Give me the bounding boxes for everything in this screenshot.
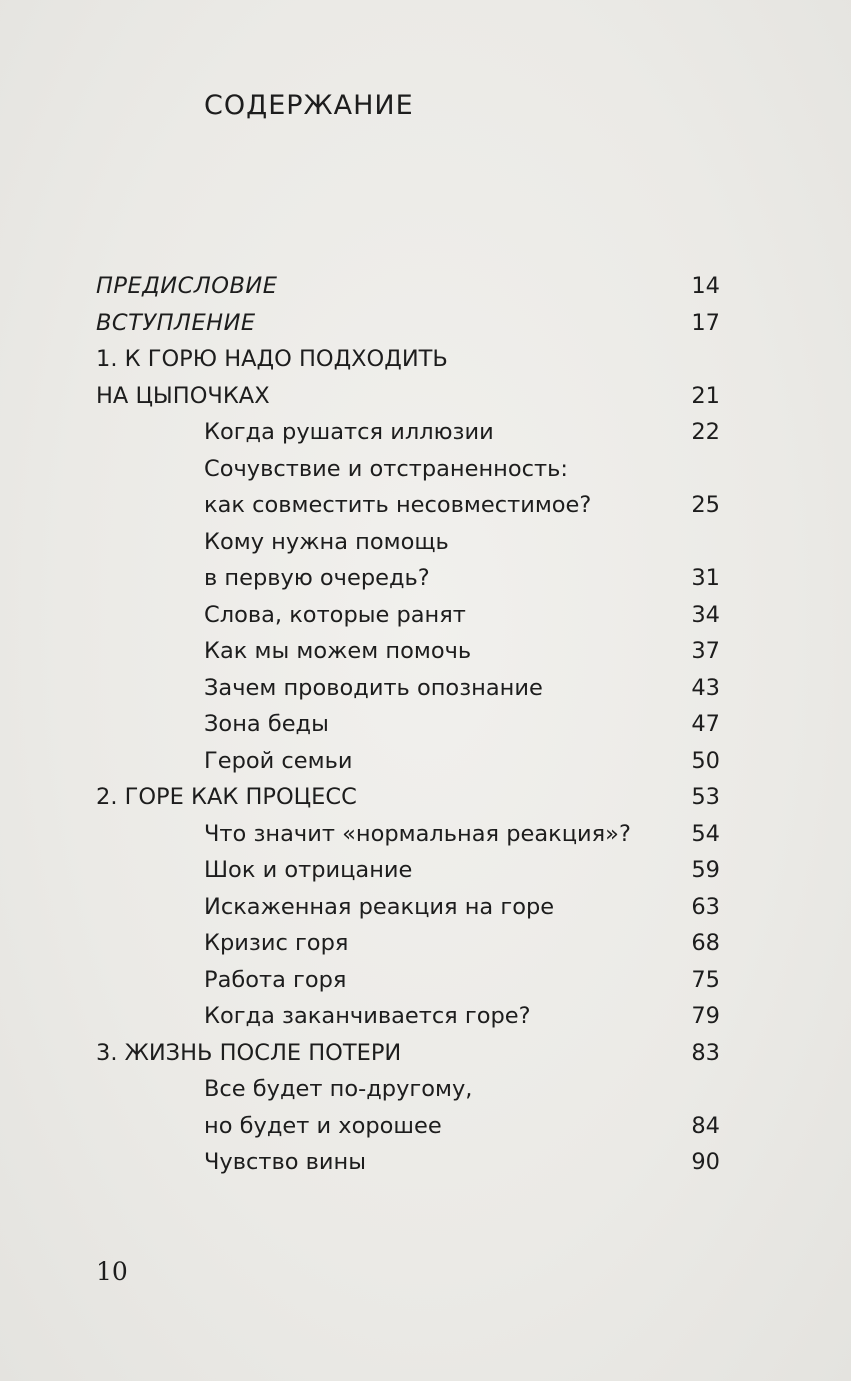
toc-entry xyxy=(0,597,851,634)
toc-entry-page-number: 53 xyxy=(691,784,720,810)
toc-entry-page-number: 84 xyxy=(691,1112,720,1139)
toc-entry-title-line: Кризис горя xyxy=(204,930,349,956)
toc-entry-title-line: Как мы можем помочь xyxy=(204,638,472,664)
toc-entry-title-line: Что значит «нормальная реакция»? xyxy=(204,820,631,847)
toc-entry-page-number: 63 xyxy=(691,893,720,920)
page-title: СОДЕРЖАНИЕ xyxy=(204,90,414,121)
toc-entry xyxy=(0,706,851,743)
toc-entry-title-line: 2. ГОРЕ КАК ПРОЦЕСС xyxy=(96,784,357,810)
toc-entry-title-line: ВСТУПЛЕНИЕ xyxy=(96,309,256,336)
toc-entry xyxy=(0,633,851,670)
toc-entry-page-number: 31 xyxy=(691,565,720,591)
toc-entry-title-line: Чувство вины xyxy=(204,1149,367,1175)
toc-entry xyxy=(0,962,851,999)
toc-entry-title-line: Шок и отрицание xyxy=(204,857,413,883)
toc-entry-title-line: в первую очередь? xyxy=(204,565,430,591)
toc-entry-title-line: НА ЦЫПОЧКАХ xyxy=(96,382,270,409)
toc-entry-page-number: 22 xyxy=(691,419,720,445)
toc-entry-title-line: Работа горя xyxy=(204,966,347,993)
toc-entry-title-line: 3. ЖИЗНЬ ПОСЛЕ ПОТЕРИ xyxy=(96,1039,402,1066)
toc-entry-page-number: 50 xyxy=(691,747,720,774)
toc-entry-page-number: 90 xyxy=(691,1149,720,1175)
toc-entry xyxy=(0,305,851,342)
toc-entry-page-number: 47 xyxy=(691,711,720,737)
page-number: 10 xyxy=(96,1257,128,1286)
toc-entry xyxy=(0,1035,851,1072)
toc-entry-page-number: 25 xyxy=(691,492,720,518)
toc-entry xyxy=(0,341,851,414)
toc-entry-title-line: Герой семьи xyxy=(204,747,353,774)
toc-entry-title-line: Зачем проводить опознание xyxy=(204,674,543,701)
toc-entry-title-line: Слова, которые ранят xyxy=(204,601,466,628)
toc-entry xyxy=(0,816,851,853)
toc-entry xyxy=(0,670,851,707)
toc-entry-title-line: 1. К ГОРЮ НАДО ПОДХОДИТЬ xyxy=(96,346,448,372)
toc-entry-title-line: Когда заканчивается горе? xyxy=(204,1003,531,1029)
toc-entry-title-line: Сочувствие и отстраненность: xyxy=(204,455,568,482)
toc-entry-page-number: 79 xyxy=(691,1003,720,1029)
toc-entry xyxy=(0,889,851,926)
toc-entry xyxy=(0,268,851,305)
toc-entry-page-number: 37 xyxy=(691,638,720,664)
table-of-contents xyxy=(0,268,851,1181)
toc-entry-title-line: Зона беды xyxy=(204,711,329,737)
toc-entry-page-number: 54 xyxy=(691,820,720,847)
toc-entry xyxy=(0,1144,851,1181)
toc-entry-page-number: 75 xyxy=(691,966,720,993)
toc-entry-page-number: 43 xyxy=(691,674,720,701)
toc-entry-page-number: 68 xyxy=(691,930,720,956)
toc-entry xyxy=(0,414,851,451)
toc-entry xyxy=(0,925,851,962)
toc-entry-page-number: 59 xyxy=(691,857,720,883)
toc-entry-page-number: 83 xyxy=(691,1039,720,1066)
toc-entry-title-line: Искаженная реакция на горе xyxy=(204,893,555,920)
toc-entry xyxy=(0,852,851,889)
toc-entry-page-number: 14 xyxy=(691,273,720,299)
toc-entry xyxy=(0,524,851,597)
toc-entry-title-line: Когда рушатся иллюзии xyxy=(204,419,494,445)
toc-entry-title-line: ПРЕДИСЛОВИЕ xyxy=(96,273,278,299)
toc-entry-title-line: но будет и хорошее xyxy=(204,1112,442,1139)
toc-entry-title-line: как совместить несовместимое? xyxy=(204,492,592,518)
toc-entry-title-line: Кому нужна помощь xyxy=(204,528,449,555)
toc-entry-title-line: Все будет по-другому, xyxy=(204,1076,473,1102)
toc-entry-page-number: 34 xyxy=(691,601,720,628)
toc-entry xyxy=(0,779,851,816)
toc-entry xyxy=(0,998,851,1035)
toc-entry-page-number: 17 xyxy=(691,309,720,336)
toc-entry-page-number: 21 xyxy=(691,382,720,409)
toc-entry xyxy=(0,451,851,524)
toc-entry xyxy=(0,1071,851,1144)
toc-entry xyxy=(0,743,851,780)
